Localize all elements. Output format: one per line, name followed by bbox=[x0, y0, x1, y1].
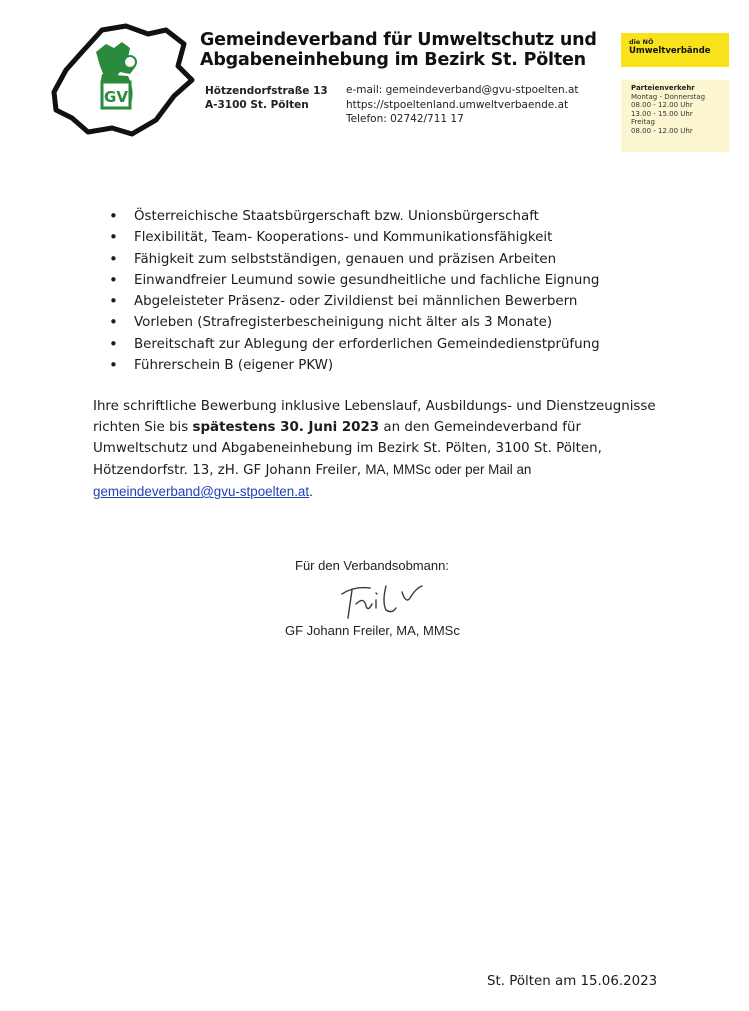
office-hours-time-1b: 13.00 - 15.00 Uhr bbox=[631, 109, 693, 118]
badge-big-text: Umweltverbände bbox=[629, 46, 711, 56]
address-street: Hötzendorfstraße 13 bbox=[205, 85, 328, 97]
requirement-item: • Vorleben (Strafregisterbescheinigung nicht älter als 3 Monate) bbox=[109, 312, 600, 333]
contact-email: e-mail: gemeindeverband@gvu-stpoelten.at bbox=[346, 84, 579, 96]
requirement-item: • Führerschein B (eigener PKW) bbox=[109, 355, 600, 376]
address-contact-text: Hötzendorfstr. 13, zH. GF Johann Freiler, bbox=[93, 463, 366, 478]
deadline-text: spätestens 30. Juni 2023 bbox=[192, 420, 380, 435]
office-hours bbox=[621, 80, 729, 152]
contact-website: https://stpoeltenland.umweltverbaende.at bbox=[346, 98, 569, 111]
gvu-logo bbox=[44, 22, 196, 138]
email-suffix: . bbox=[309, 484, 313, 499]
deadline-suffix: an den Gemeindeverband für bbox=[379, 420, 581, 435]
application-line-5 bbox=[93, 481, 673, 503]
contact-phone: Telefon: 02742/711 17 bbox=[346, 113, 464, 125]
contact-info bbox=[346, 83, 579, 127]
office-hours-days-2: Freitag bbox=[631, 118, 655, 127]
badge-small-text: die NÖ bbox=[629, 38, 654, 46]
application-line-3: Umweltschutz und Abgabeneinhebung im Bezirk St. Pölten, 3100 St. Pölten, bbox=[93, 441, 602, 456]
address-city: A-3100 St. Pölten bbox=[205, 99, 309, 111]
signer-name: GF Johann Freiler, MA, MMSc bbox=[285, 623, 460, 638]
place-and-date: St. Pölten am 15.06.2023 bbox=[487, 974, 658, 989]
application-paragraph bbox=[93, 396, 673, 503]
requirement-item: • Bereitschaft zur Ablegung der erforderlichen Gemeindedienstprüfung bbox=[109, 334, 600, 355]
application-line-2 bbox=[93, 417, 673, 438]
mail-option-text: MA, MMSc oder per Mail an bbox=[365, 462, 532, 477]
office-hours-time-1a: 08.00 - 12.00 Uhr bbox=[631, 101, 693, 110]
postal-address bbox=[205, 84, 328, 112]
organization-title bbox=[200, 30, 620, 70]
office-hours-days-1: Montag - Donnerstag bbox=[631, 92, 706, 101]
application-line-4 bbox=[93, 459, 673, 481]
requirement-item: • Fähigkeit zum selbstständigen, genauen und präzisen Arbeiten bbox=[109, 249, 600, 270]
umweltverbaende-badge bbox=[621, 33, 729, 67]
application-line-1: Ihre schriftliche Bewerbung inklusive Lebenslauf, Ausbildungs- und Dienstzeugnisse bbox=[93, 399, 656, 414]
requirement-item: • Abgeleisteter Präsenz- oder Zivildienst bei männlichen Bewerbern bbox=[109, 291, 600, 312]
closing-label: Für den Verbandsobmann: bbox=[295, 558, 449, 573]
title-line-1: Gemeindeverband für Umweltschutz und bbox=[200, 30, 597, 50]
logo-lettering: GV bbox=[104, 88, 128, 106]
office-hours-time-2: 08.00 - 12.00 Uhr bbox=[631, 126, 693, 135]
deadline-prefix: richten Sie bis bbox=[93, 420, 193, 435]
handwritten-signature bbox=[336, 578, 432, 622]
requirement-item: • Flexibilität, Team- Kooperations- und Kommunikationsfähigkeit bbox=[109, 227, 600, 248]
requirements-list bbox=[109, 206, 600, 376]
requirement-item: • Einwandfreier Leumund sowie gesundheitliche und fachliche Eignung bbox=[109, 270, 600, 291]
requirement-item: • Österreichische Staatsbürgerschaft bzw. Unionsbürgerschaft bbox=[109, 206, 600, 227]
email-link[interactable]: gemeindeverband@gvu-stpoelten.at bbox=[93, 484, 310, 499]
office-hours-heading: Parteienverkehr bbox=[631, 84, 695, 92]
title-line-2: Abgabeneinhebung im Bezirk St. Pölten bbox=[200, 50, 586, 70]
